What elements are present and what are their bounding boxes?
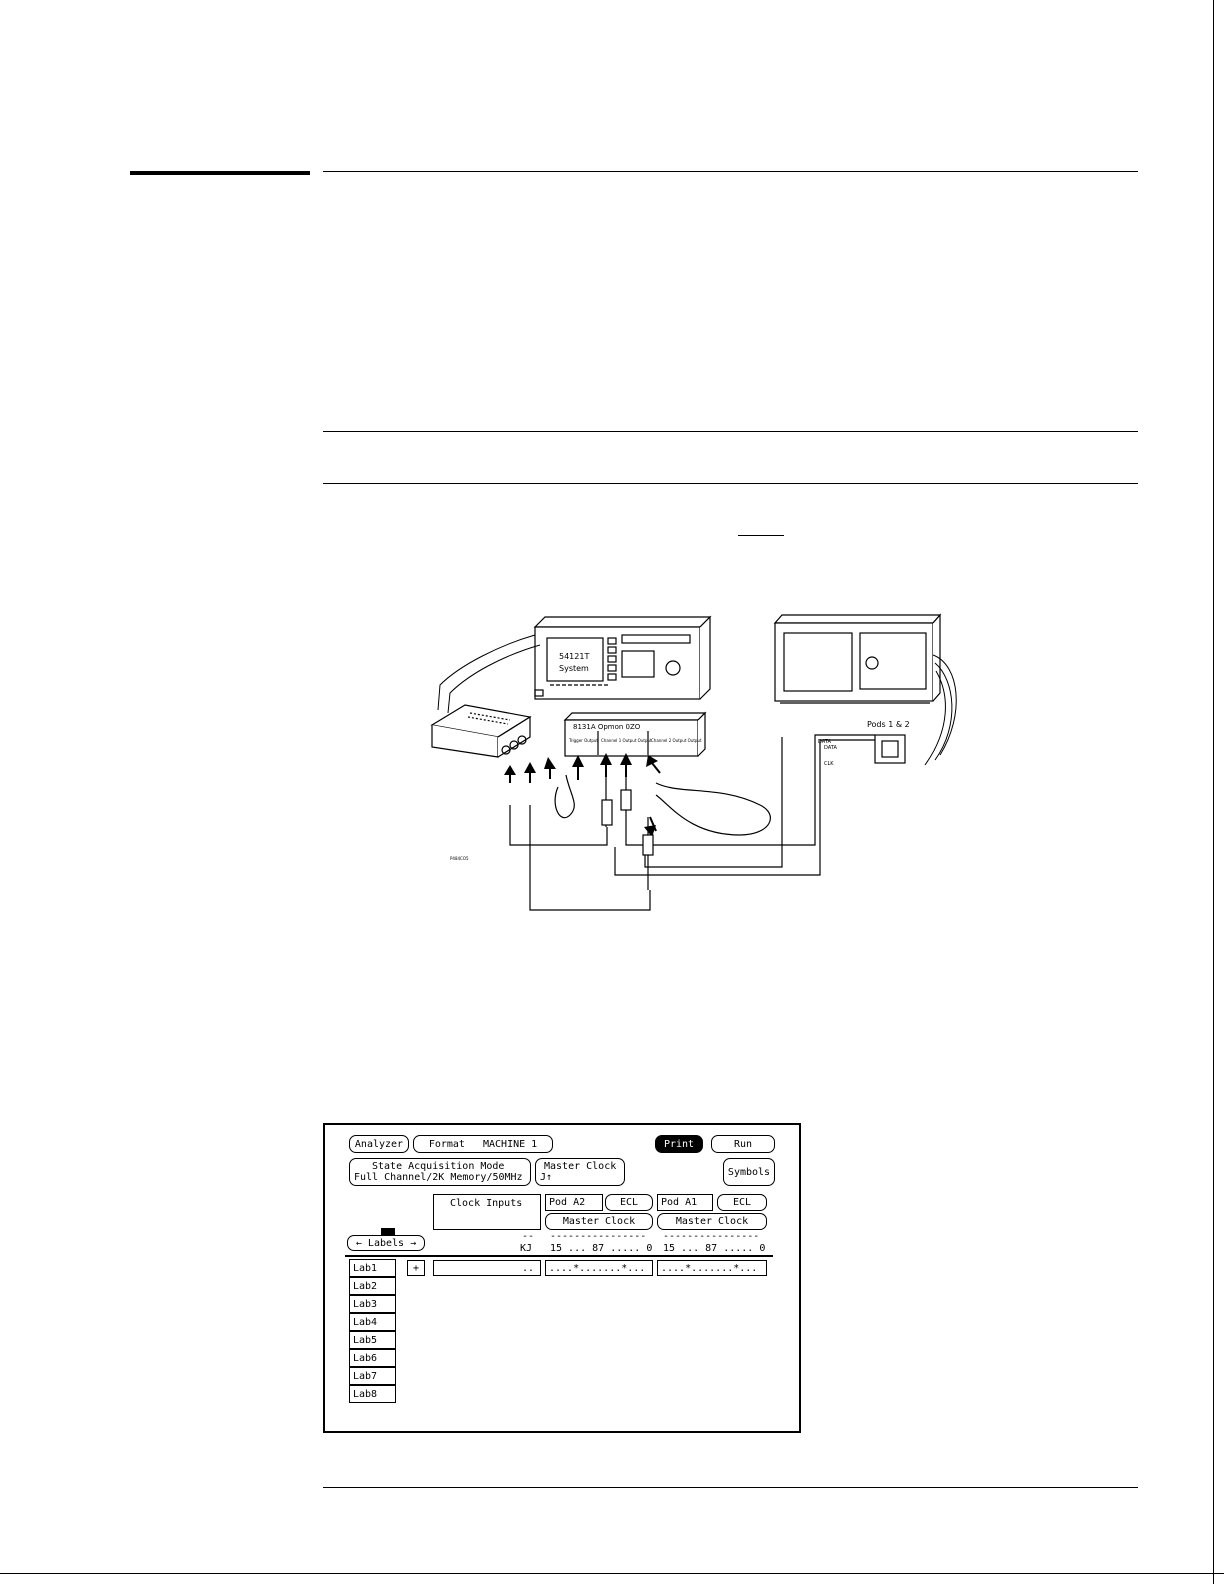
pulse-gen-ch2-label: Channel 2 Output Output [651,738,702,743]
symbols-button[interactable]: Symbols [723,1158,775,1186]
label-polarity-button[interactable]: + [407,1260,425,1276]
note-bottom-rule [323,483,1138,484]
labels-scroll-button[interactable]: ← Labels → [347,1235,425,1251]
pulse-gen-title: 8131A Opmon 0ZO [573,723,641,731]
pod-a1-assignment-field[interactable] [657,1260,767,1276]
scope-label-line1: 54121T [559,652,590,661]
pod-a2-clock-button[interactable]: Master Clock [545,1213,653,1230]
label-row-lab5[interactable]: Lab5 [349,1331,396,1349]
label-row-lab7[interactable]: Lab7 [349,1367,396,1385]
clock-inputs-label: Clock Inputs [450,1198,523,1209]
pod-a1-label: Pod A1 [661,1197,698,1208]
pod-a1-assignment: ....*.......*... [661,1262,758,1274]
pod-a1-ecl-button[interactable]: ECL [717,1194,767,1211]
label-row-lab8[interactable]: Lab8 [349,1385,396,1403]
data-label-1: DATA [818,739,831,745]
pulse-gen-trigger-label: Trigger Output [569,738,598,743]
underline-mark [738,535,784,536]
pod-a1-bit-header: 15 ... 87 ..... 0 [663,1243,766,1254]
analyzer-format-screen [323,1123,801,1433]
header-rule [323,171,1138,172]
note-top-rule [323,431,1138,432]
print-button[interactable]: Print [655,1135,703,1153]
label-row-lab2[interactable]: Lab2 [349,1277,396,1295]
pod-a2-dashes: ---------------- [550,1231,647,1242]
master-clock-title: Master Clock [544,1161,617,1172]
acquisition-mode-button[interactable] [349,1158,531,1186]
pod-a2-assignment: ....*.......*... [549,1262,646,1274]
pod-a2-assignment-field[interactable] [545,1260,653,1276]
master-clock-value: J↑ [540,1172,553,1183]
clock-inputs-box [433,1194,541,1230]
label-row-lab6[interactable]: Lab6 [349,1349,396,1367]
pod-a2-bit-header: 15 ... 87 ..... 0 [550,1243,653,1254]
data-label-2: DATA [824,745,837,751]
pod-a1-box [657,1194,713,1211]
header-separator [345,1255,773,1257]
clk-label: CLK [824,761,834,767]
pods-label: Pods 1 & 2 [867,720,910,729]
analyzer-button[interactable]: Analyzer [349,1135,409,1153]
pulse-gen-ch1-label: Channel 1 Output Output [601,738,652,743]
connection-diagram [420,605,980,935]
pod-a2-ecl-button[interactable]: ECL [605,1194,653,1211]
pod-a2-box [545,1194,603,1211]
clock-kj: KJ [520,1243,533,1254]
label-row-lab4[interactable]: Lab4 [349,1313,396,1331]
format-machine-button[interactable]: Format MACHINE 1 [413,1135,553,1153]
label-row-lab1[interactable]: Lab1 [349,1259,396,1277]
pod-a1-dashes: ---------------- [663,1231,760,1242]
pulse-generator-illustration [565,713,705,756]
scope-label-line2: System [559,664,589,673]
clock-value-field[interactable] [433,1260,541,1276]
run-button[interactable]: Run [711,1135,775,1153]
header-thick-rule [130,171,310,175]
acquisition-mode-value: Full Channel/2K Memory/50MHz [354,1172,523,1183]
master-clock-button[interactable] [535,1158,625,1186]
acquisition-mode-title: State Acquisition Mode [372,1161,505,1172]
page-edge-bottom [0,1573,1224,1574]
clock-value: .. [521,1262,534,1274]
pod-a1-clock-button[interactable]: Master Clock [657,1213,767,1230]
pod-a2-label: Pod A2 [549,1197,586,1208]
figure-id: P484CO5 [450,856,469,861]
pulse-box-illustration [432,705,530,757]
logic-analyzer-illustration [775,615,940,703]
footer-rule [323,1487,1138,1488]
label-row-lab3[interactable]: Lab3 [349,1295,396,1313]
page-edge-right [1213,0,1214,1584]
clock-dash: -- [522,1231,535,1242]
